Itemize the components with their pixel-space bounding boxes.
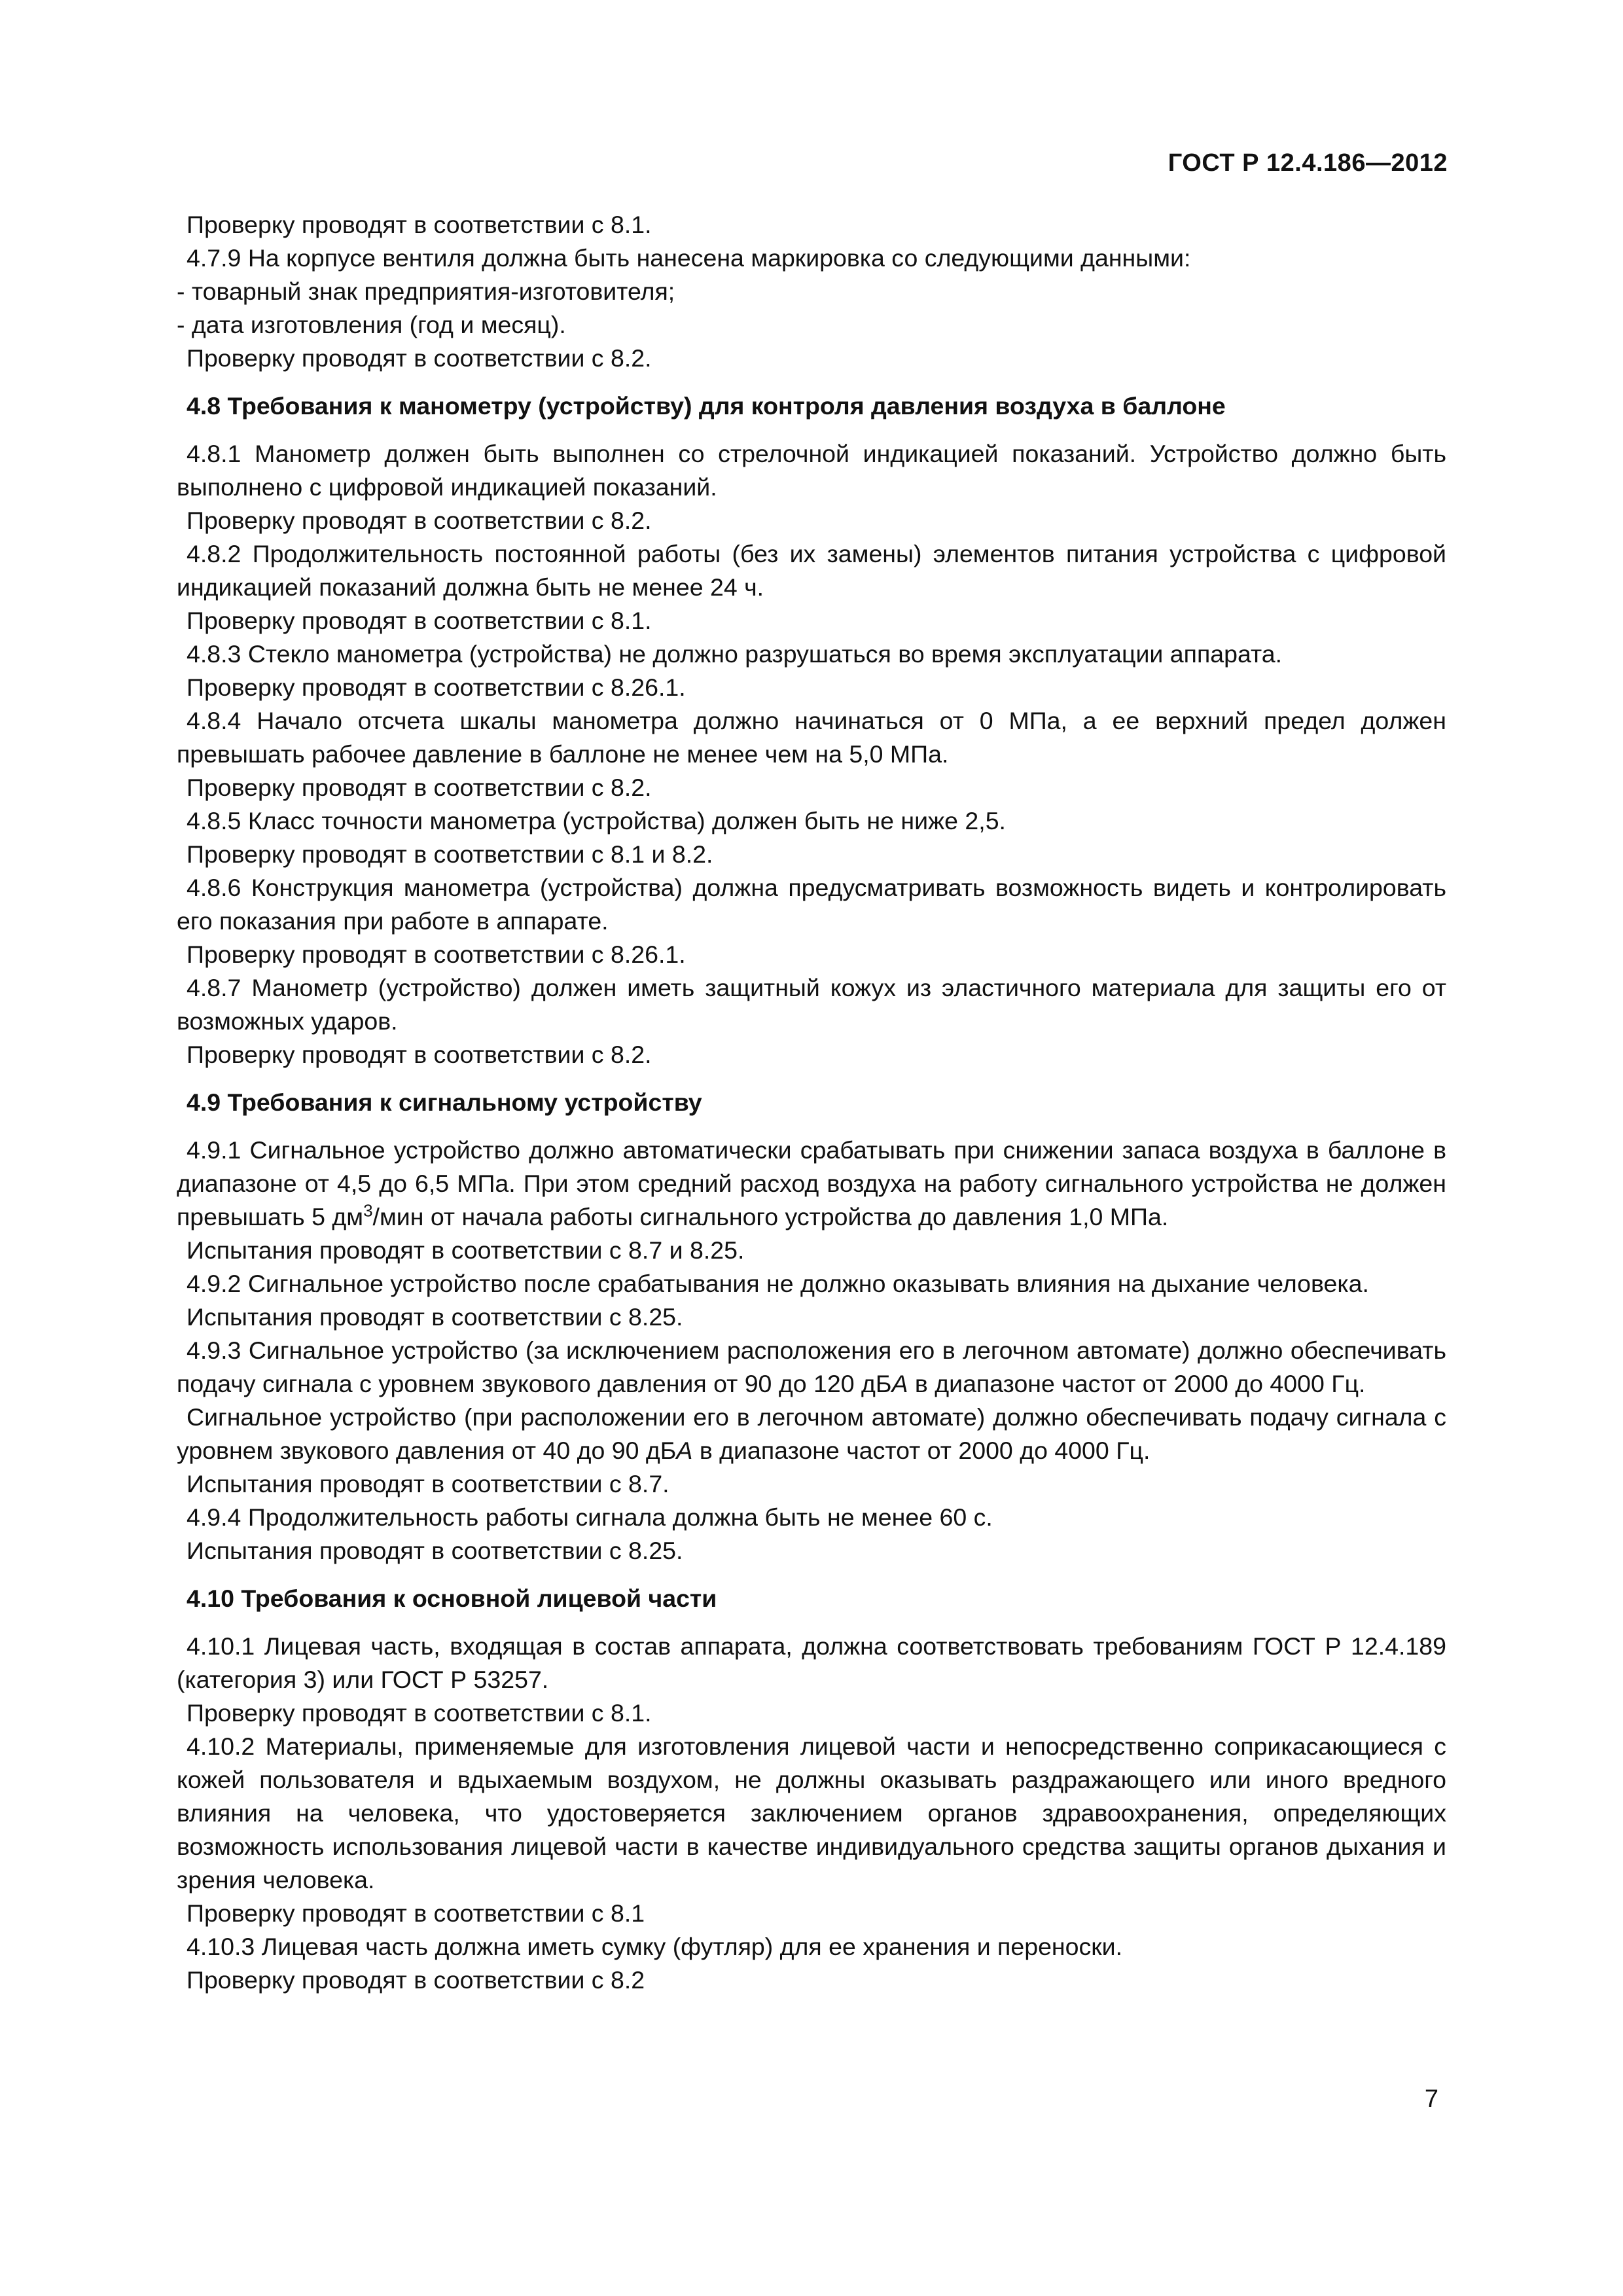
paragraph-test-4-9-2: Испытания проводят в соответствии с 8.25. (187, 1303, 683, 1331)
list-item-trademark: - товарный знак предприятия-изготовителя; (177, 278, 675, 305)
paragraph-check-4-8-3: Проверку проводят в соответствии с 8.26.1. (187, 673, 686, 701)
paragraph-4-9-3-second (177, 1401, 1446, 1467)
paragraph-4-9-4: 4.9.4 Продолжительность работы сигнала должна быть не менее 60 с. (187, 1503, 993, 1531)
section-heading-4-10: 4.10 Требования к основной лицевой части (187, 1585, 717, 1612)
paragraph-4-8-2: 4.8.2 Продолжительность постоянной работы (без их замены) элементов питания устройства с цифровой индикацией показаний должна быть не менее 24 ч. (177, 540, 1446, 601)
italic-a-weighting-second: А (676, 1437, 693, 1464)
paragraph-check-4-10-2: Проверку проводят в соответствии с 8.1 (187, 1899, 645, 1927)
paragraph-4-8-5: 4.8.5 Класс точности манометра (устройства) должен быть не ниже 2,5. (187, 807, 1006, 834)
paragraph-4-7-9: 4.7.9 На корпусе вентиля должна быть нанесена маркировка со следующими данными: (187, 244, 1191, 272)
paragraph-4-9-3-text-end: в диапазоне частот от 2000 до 4000 Гц. (908, 1370, 1366, 1397)
paragraph-4-10-2: 4.10.2 Материалы, применяемые для изготовления лицевой части и непосредственно соприкасающиеся с кожей пользователя и вдыхаемым воздухом, не должны оказывать раздражающего или иного вредного влияния на человека, что удостоверяется заключением органов здравоохранения, определяющих возможность использования лицевой части в качестве индивидуального средства защиты органов дыхания и зрения человека. (177, 1732, 1446, 1893)
paragraph-4-8-4: 4.8.4 Начало отсчета шкалы манометра должно начинаться от 0 МПа, а ее верхний предел должен превышать рабочее давление в баллоне не менее чем на 5,0 МПа. (177, 707, 1446, 768)
paragraph-4-9-3-text: 4.9.3 Сигнальное устройство (за исключением расположения его в легочном автомате) должно обеспечивать подачу сигнала с уровнем звукового давления от 90 до 120 дБ (177, 1336, 1446, 1397)
paragraph-test-4-9-3: Испытания проводят в соответствии с 8.7. (187, 1470, 669, 1498)
paragraph-test-4-9-1: Испытания проводят в соответствии с 8.7 и 8.25. (187, 1236, 745, 1264)
paragraph-check-4-7-8: Проверку проводят в соответствии с 8.1. (187, 211, 652, 238)
page-number: 7 (1424, 2085, 1438, 2113)
paragraph-check-4-8-2: Проверку проводят в соответствии с 8.1. (187, 607, 652, 634)
document-body (177, 208, 1446, 1997)
paragraph-4-8-1: 4.8.1 Манометр должен быть выполнен со стрелочной индикацией показаний. Устройство должно быть выполнено с цифровой индикацией показаний. (177, 440, 1446, 501)
superscript-cubed: 3 (363, 1200, 373, 1221)
section-heading-4-8: 4.8 Требования к манометру (устройству) для контроля давления воздуха в баллоне (187, 392, 1226, 420)
italic-a-weighting: А (891, 1370, 908, 1397)
paragraph-4-9-3 (177, 1334, 1446, 1401)
document-header-standard-number: ГОСТ Р 12.4.186—2012 (1168, 149, 1448, 177)
paragraph-4-9-2: 4.9.2 Сигнальное устройство после срабатывания не должно оказывать влияния на дыхание человека. (187, 1270, 1369, 1297)
paragraph-4-10-3: 4.10.3 Лицевая часть должна иметь сумку (футляр) для ее хранения и переноски. (187, 1933, 1123, 1960)
paragraph-4-8-6: 4.8.6 Конструкция манометра (устройства) должна предусматривать возможность видеть и контролировать его показания при работе в аппарате. (177, 874, 1446, 935)
paragraph-4-8-7: 4.8.7 Манометр (устройство) должен иметь защитный кожух из эластичного материала для защиты его от возможных ударов. (177, 974, 1446, 1035)
paragraph-check-4-8-5: Проверку проводят в соответствии с 8.1 и 8.2. (187, 840, 713, 868)
paragraph-check-4-8-6: Проверку проводят в соответствии с 8.26.1. (187, 941, 686, 968)
paragraph-4-9-1-text: 4.9.1 Сигнальное устройство должно автоматически срабатывать при снижении запаса воздуха в баллоне в диапазоне от 4,5 до 6,5 МПа. При этом средний расход воздуха на работу сигнального устройства не должен превышать 5 дм (177, 1136, 1446, 1230)
paragraph-check-4-8-7: Проверку проводят в соответствии с 8.2. (187, 1041, 652, 1068)
paragraph-4-8-3: 4.8.3 Стекло манометра (устройства) не должно разрушаться во время эксплуатации аппарата. (187, 640, 1283, 668)
section-heading-4-9: 4.9 Требования к сигнальному устройству (187, 1088, 702, 1116)
paragraph-4-9-1 (177, 1134, 1446, 1234)
paragraph-4-9-3-second-text-end: в диапазоне частот от 2000 до 4000 Гц. (692, 1437, 1150, 1464)
paragraph-check-4-10-3: Проверку проводят в соответствии с 8.2 (187, 1966, 645, 1994)
paragraph-check-4-8-4: Проверку проводят в соответствии с 8.2. (187, 774, 652, 801)
list-item-manufacture-date: - дата изготовления (год и месяц). (177, 311, 566, 338)
paragraph-4-9-3-second-text: Сигнальное устройство (при расположении его в легочном автомате) должно обеспечивать подачу сигнала с уровнем звукового давления от 40 до 90 дБ (177, 1403, 1446, 1464)
paragraph-check-4-8-1: Проверку проводят в соответствии с 8.2. (187, 507, 652, 534)
paragraph-4-10-1: 4.10.1 Лицевая часть, входящая в состав аппарата, должна соответствовать требованиям ГОСТ Р 12.4.189 (категория 3) или ГОСТ Р 53257. (177, 1632, 1446, 1693)
paragraph-test-4-9-4: Испытания проводят в соответствии с 8.25. (187, 1537, 683, 1564)
paragraph-check-4-10-1: Проверку проводят в соответствии с 8.1. (187, 1699, 652, 1727)
paragraph-4-9-1-text-end: /мин от начала работы сигнального устройства до давления 1,0 МПа. (372, 1203, 1169, 1230)
paragraph-check-4-7-9: Проверку проводят в соответствии с 8.2. (187, 344, 652, 372)
